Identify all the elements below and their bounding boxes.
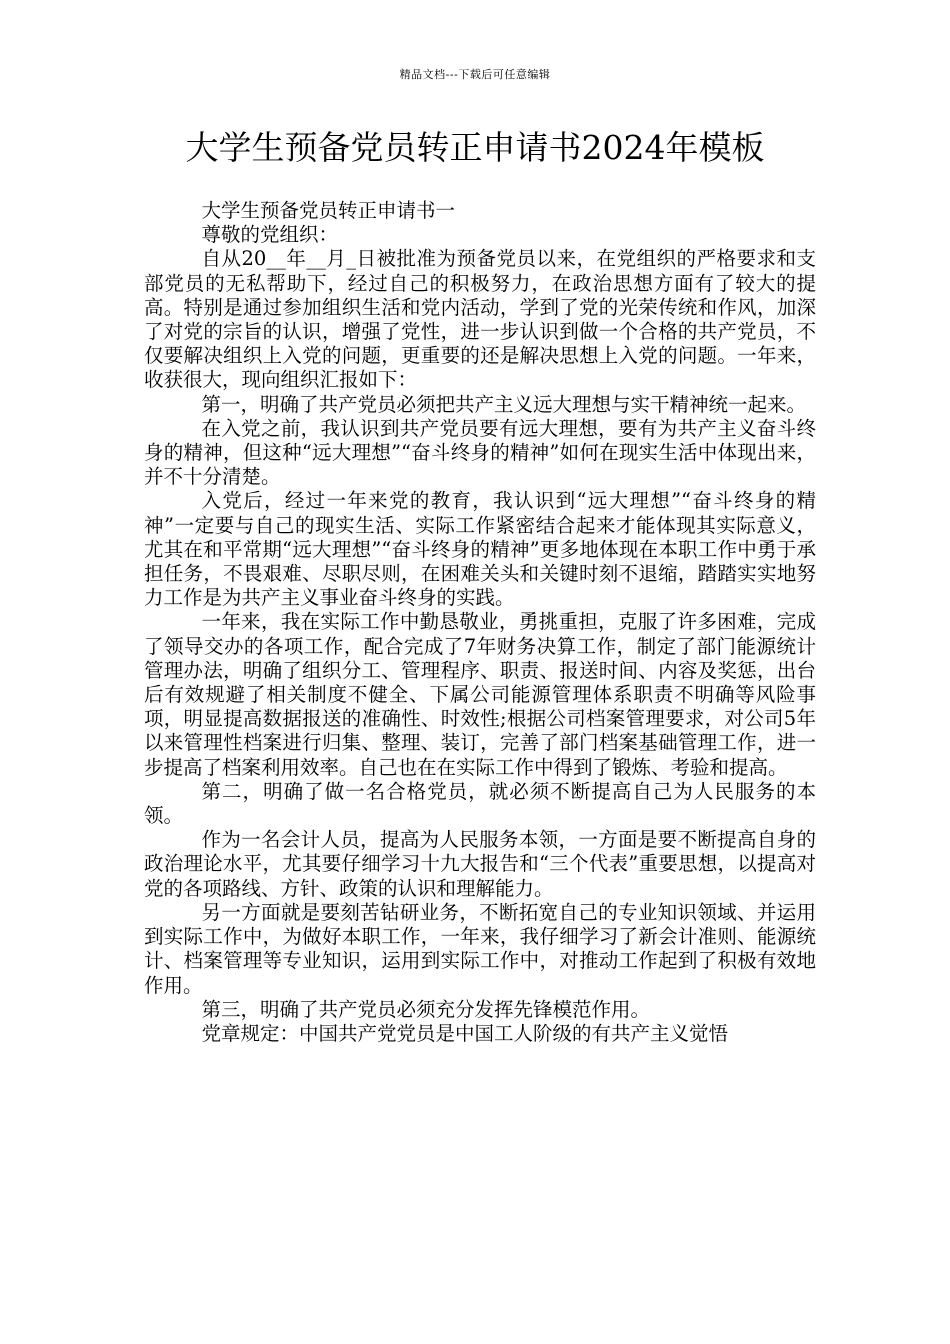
point-heading-3: 第三，明确了共产党员必须充分发挥先锋模范作用。 xyxy=(201,997,651,1021)
page-header-note: 精品文档---下载后可任意编辑 xyxy=(399,68,551,81)
section-heading: 大学生预备党员转正申请书一 xyxy=(201,199,456,222)
body-paragraph: 自从20__年__月_日被批准为预备党员以来，在党组织的严格要求和支部党员的无私帮助下，经过自己的积极努力，在政治思想方面有了较大的提高。特别是通过参加组织生活和党内活动，学到了党的光荣传统和作风，加深了对党的宗旨的认识，增强了党性，进一步认识到做一个合格的共产党员，不仅要解决组织上入党的问题，更重要的还是解决思想上入党的问题。一年来，收获很大，现向组织汇报如下： xyxy=(144,247,816,392)
body-paragraph: 入党后，经过一年来党的教育，我认识到“远大理想”“奋斗终身的精神”一定要与自己的现实生活、实际工作紧密结合起来才能体现其实际意义，尤其在和平常期“远大理想”“奋斗终身的精神”更多地体现在本职工作中勇于承担任务，不畏艰难、尽职尽则，在困难关头和关键时刻不退缩，踏踏实实地努力工作是为共产主义事业奋斗终身的实践。 xyxy=(144,489,816,610)
point-heading-2: 第二，明确了做一名合格党员，就必须不断提高自己为人民服务的本领。 xyxy=(144,779,816,828)
body-paragraph: 作为一名会计人员，提高为人民服务本领，一方面是要不断提高自身的政治理论水平，尤其要仔细学习十九大报告和“三个代表”重要思想，以提高对党的各项路线、方针、政策的认识和理解能力。 xyxy=(144,828,816,900)
point-heading-1: 第一，明确了共产党员必须把共产主义远大理想与实干精神统一起来。 xyxy=(201,392,807,416)
salutation: 尊敬的党组织： xyxy=(201,223,339,247)
document-title: 大学生预备党员转正申请书2024年模板 xyxy=(185,128,765,167)
document-body xyxy=(144,199,816,1046)
body-paragraph: 一年来，我在实际工作中勤恳敬业，勇挑重担，克服了许多困难，完成了领导交办的各项工作，配合完成了7年财务决算工作，制定了部门能源统计管理办法，明确了组织分工、管理程序、职责、报送时间、内容及奖惩，出台后有效规避了相关制度不健全、下属公司能源管理体系职责不明确等风险事项，明显提高数据报送的准确性、时效性;根据公司档案管理要求，对公司5年以来管理性档案进行归集、整理、装订，完善了部门档案基础管理工作，进一步提高了档案利用效率。自己也在在实际工作中得到了锻炼、考验和提高。 xyxy=(144,610,816,779)
body-paragraph: 另一方面就是要刻苦钻研业务，不断拓宽自己的专业知识领域、并运用到实际工作中，为做好本职工作，一年来，我仔细学习了新会计准则、能源统计、档案管理等专业知识，运用到实际工作中，对推动工作起到了积极有效地作用。 xyxy=(144,900,816,997)
body-paragraph: 党章规定：中国共产党党员是中国工人阶级的有共产主义觉悟 xyxy=(201,1021,729,1045)
body-paragraph: 在入党之前，我认识到共产党员要有远大理想，要有为共产主义奋斗终身的精神，但这种“远大理想”“奋斗终身的精神”如何在现实生活中体现出来，并不十分清楚。 xyxy=(144,416,816,489)
